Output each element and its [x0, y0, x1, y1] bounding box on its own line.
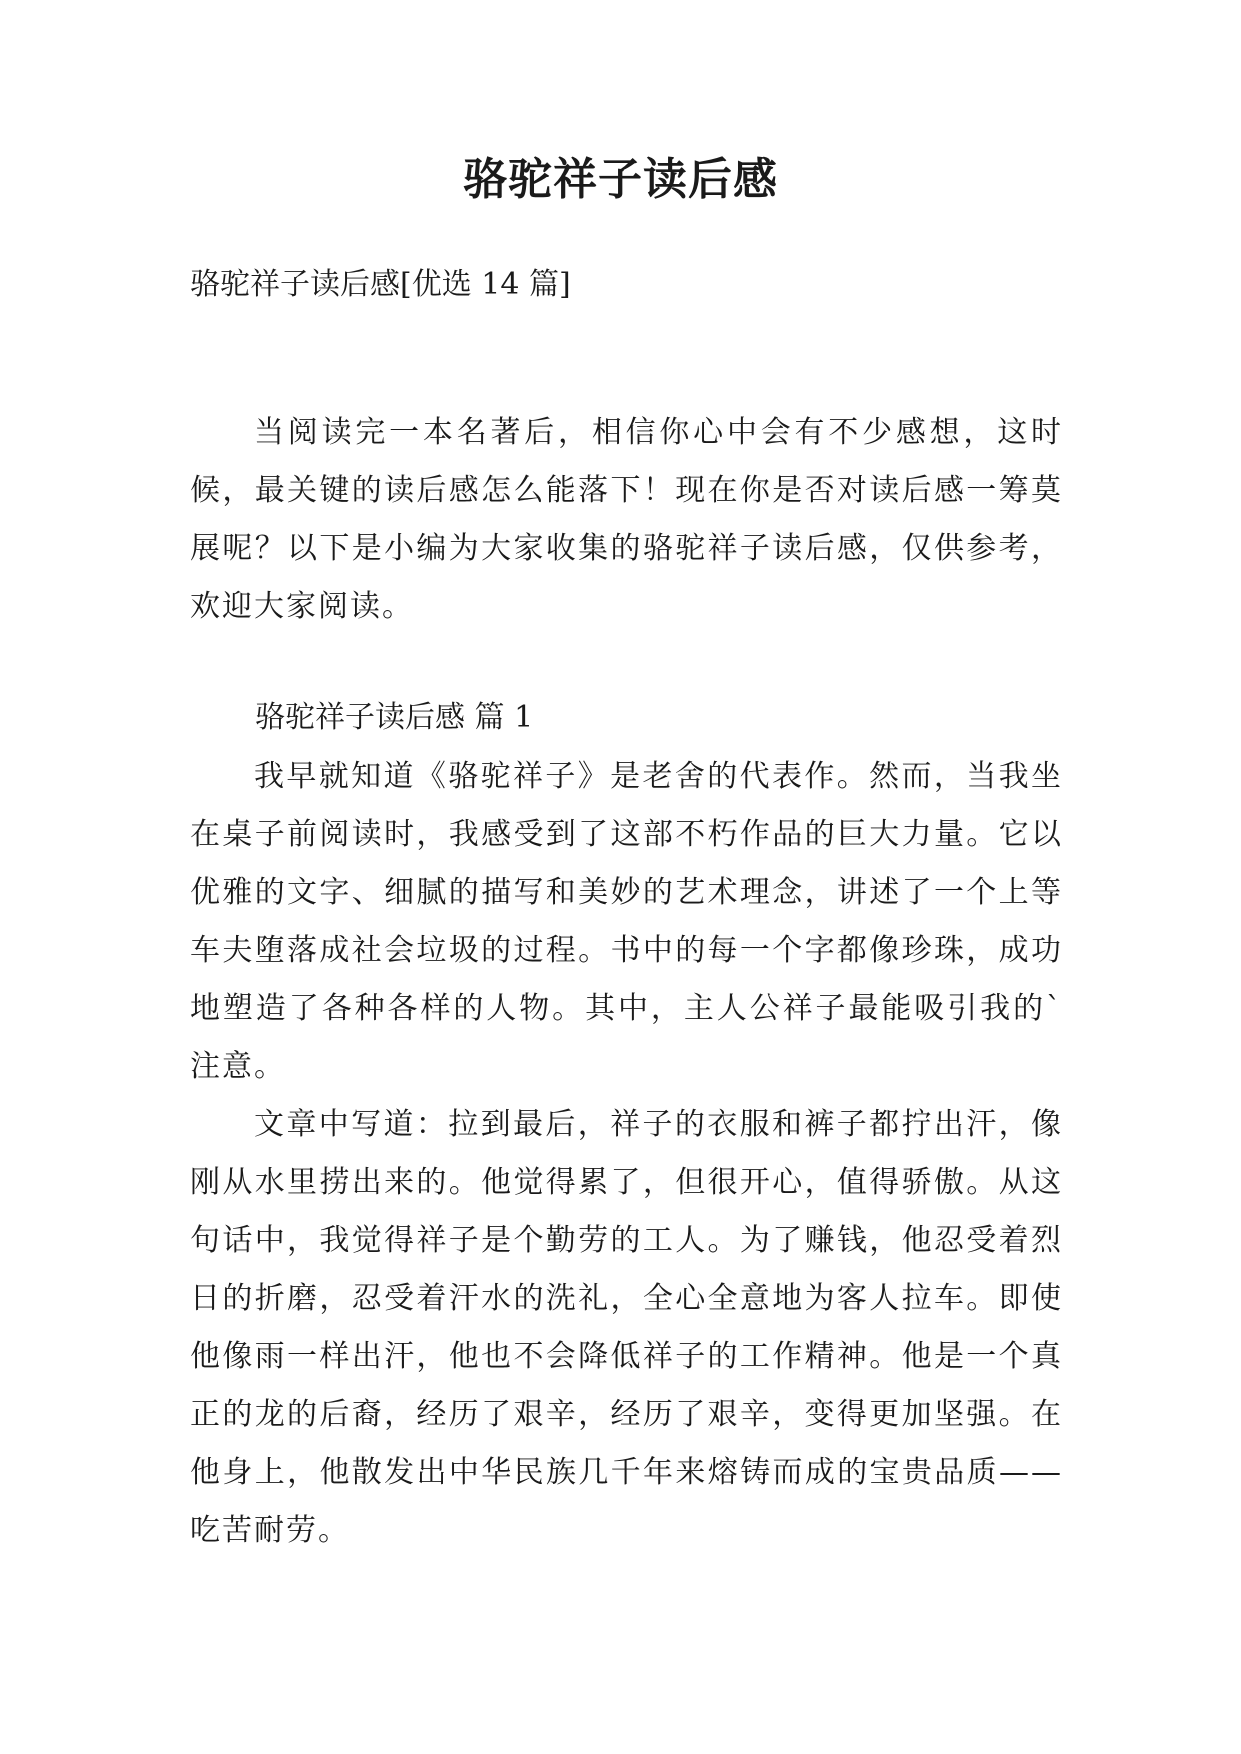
intro-paragraph: 当阅读完一本名著后，相信你心中会有不少感想，这时候，最关键的读后感怎么能落下！现在你是否对读后感一筹莫展呢？以下是小编为大家收集的骆驼祥子读后感，仅供参考，欢迎大家阅读。 — [190, 415, 1063, 624]
body-paragraph: 我早就知道《骆驼祥子》是老舍的代表作。然而，当我坐在桌子前阅读时，我感受到了这部不朽作品的巨大力量。它以优雅的文字、细腻的描写和美妙的艺术理念，讲述了一个上等车夫堕落成社会垃圾的过程。书中的每一个字都像珍珠，成功地塑造了各种各样的人物。其中，主人公祥子最能吸引我的`注意。 — [190, 759, 1063, 1084]
section-heading: 骆驼祥子读后感 篇 1 — [255, 700, 534, 735]
document-title: 骆驼祥子读后感 — [463, 154, 778, 205]
document-subtitle: 骆驼祥子读后感[优选 14 篇] — [190, 267, 571, 302]
body-paragraph: 文章中写道：拉到最后，祥子的衣服和裤子都拧出汗，像刚从水里捞出来的。他觉得累了，但很开心，值得骄傲。从这句话中，我觉得祥子是个勤劳的工人。为了赚钱，他忍受着烈日的折磨，忍受着汗水的洗礼，全心全意地为客人拉车。即使他像雨一样出汗，他也不会降低祥子的工作精神。他是一个真正的龙的后裔，经历了艰辛，经历了艰辛，变得更加坚强。在他身上，他散发出中华民族几千年来熔铸而成的宝贵品质——吃苦耐劳。 — [190, 1107, 1063, 1548]
